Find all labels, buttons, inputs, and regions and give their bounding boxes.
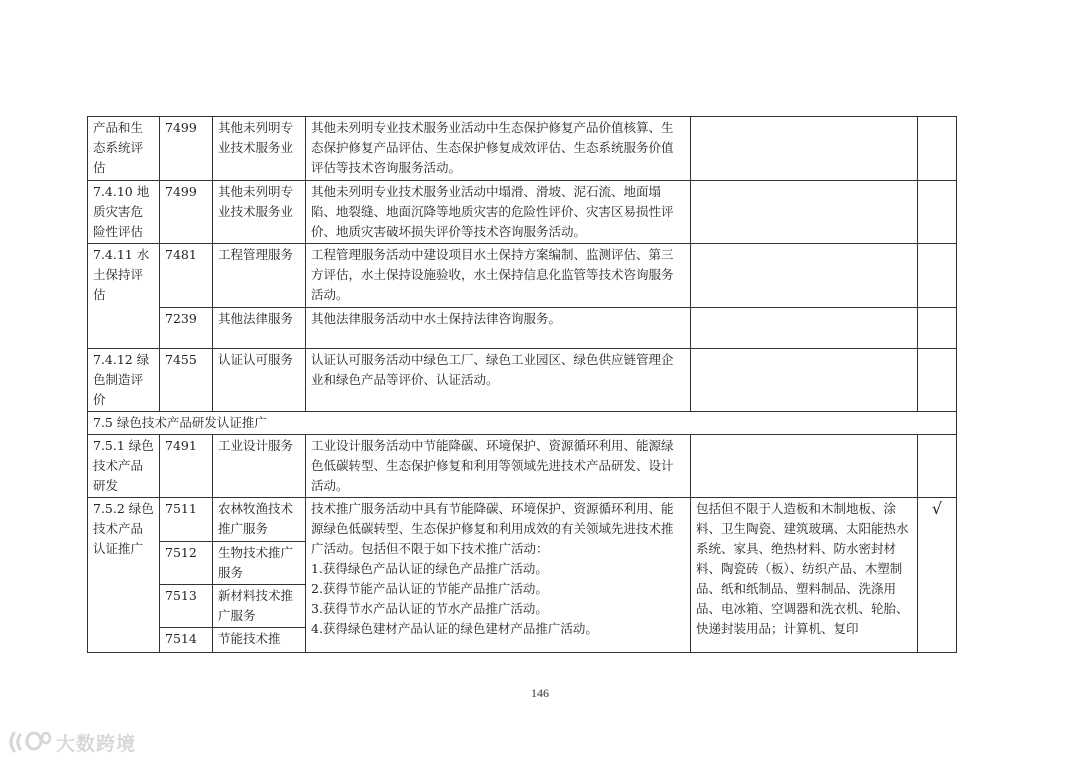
notes-cell (691, 308, 918, 349)
classification-table (87, 116, 957, 653)
description-cell (306, 498, 691, 653)
notes-cell (691, 117, 918, 181)
notes-cell (691, 181, 918, 244)
category-cell: 7.4.11 水土保持评估 (88, 244, 160, 349)
mark-cell (918, 181, 957, 244)
check-mark: √ (918, 498, 957, 653)
industry-cell: 其他未列明专业技术服务业 (213, 181, 306, 244)
mark-cell (918, 244, 957, 308)
table-row (88, 244, 957, 308)
industry-cell: 新材料技术推广服务 (213, 585, 306, 628)
industry-cell: 节能技术推 (213, 628, 306, 653)
mark-cell (918, 117, 957, 181)
mark-cell (918, 308, 957, 349)
code-cell: 7239 (160, 308, 213, 349)
watermark (8, 728, 136, 756)
industry-cell: 工程管理服务 (213, 244, 306, 308)
mark-cell (918, 435, 957, 498)
description-cell: 工程管理服务活动中建设项目水土保持方案编制、监测评估、第三方评估，水土保持设施验收，水土保持信息化监管等技术咨询服务活动。 (306, 244, 691, 308)
code-cell: 7514 (160, 628, 213, 653)
description-line: 1.获得绿色产品认证的绿色产品推广活动。 (311, 561, 548, 576)
description-cell: 认证认可服务活动中绿色工厂、绿色工业园区、绿色供应链管理企业和绿色产品等评价、认证活动。 (306, 349, 691, 412)
category-cell: 7.4.10 地质灾害危险性评估 (88, 181, 160, 244)
description-cell: 其他法律服务活动中水土保持法律咨询服务。 (306, 308, 691, 349)
notes-cell: 包括但不限于人造板和木制地板、涂料、卫生陶瓷、建筑玻璃、太阳能热水系统、家具、绝热材料、防水密封材料、陶瓷砖（板）、纺织产品、木塑制品、纸和纸制品、塑料制品、洗涤用品、电冰箱、空调器和洗衣机、轮胎、快递封装用品；计算机、复印 (691, 498, 918, 653)
industry-cell: 认证认可服务 (213, 349, 306, 412)
code-cell: 7499 (160, 117, 213, 181)
category-cell: 产品和生态系统评估 (88, 117, 160, 181)
section-title: 7.5 绿色技术产品研发认证推广 (88, 412, 957, 435)
table-row (88, 435, 957, 498)
description-cell: 工业设计服务活动中节能降碳、环境保护、资源循环利用、能源绿色低碳转型、生态保护修复和利用等领域先进技术产品研发、设计活动。 (306, 435, 691, 498)
code-cell: 7511 (160, 498, 213, 542)
code-cell: 7512 (160, 542, 213, 585)
notes-cell (691, 244, 918, 308)
code-cell: 7499 (160, 181, 213, 244)
category-cell: 7.5.2 绿色技术产品认证推广 (88, 498, 160, 653)
description-cell: 其他未列明专业技术服务业活动中生态保护修复产品价值核算、生态保护修复产品评估、生态保护修复成效评估、生态系统服务价值评估等技术咨询服务活动。 (306, 117, 691, 181)
logo-icon (8, 729, 52, 755)
section-row (88, 412, 957, 435)
code-cell: 7455 (160, 349, 213, 412)
code-cell: 7481 (160, 244, 213, 308)
description-cell: 其他未列明专业技术服务业活动中塌滑、滑坡、泥石流、地面塌陷、地裂缝、地面沉降等地质灾害的危险性评价、灾害区易损性评价、地质灾害破坏损失评价等技术咨询服务活动。 (306, 181, 691, 244)
industry-cell: 生物技术推广服务 (213, 542, 306, 585)
table-row (88, 498, 957, 542)
notes-cell (691, 435, 918, 498)
table-row (88, 181, 957, 244)
code-cell: 7491 (160, 435, 213, 498)
category-cell: 7.4.12 绿色制造评价 (88, 349, 160, 412)
description-line: 3.获得节水产品认证的节水产品推广活动。 (311, 601, 548, 616)
description-line: 技术推广服务活动中具有节能降碳、环境保护、资源循环利用、能源绿色低碳转型、生态保护修复和利用成效的有关领域先进技术推广活动。包括但不限于如下技术推广活动： (311, 501, 674, 556)
watermark-text: 大数跨境 (56, 732, 137, 755)
code-cell: 7513 (160, 585, 213, 628)
table-row (88, 117, 957, 181)
table-row (88, 308, 957, 349)
notes-cell (691, 349, 918, 412)
page-number: 146 (531, 686, 549, 700)
mark-cell (918, 349, 957, 412)
industry-cell: 其他未列明专业技术服务业 (213, 117, 306, 181)
category-cell: 7.5.1 绿色技术产品研发 (88, 435, 160, 498)
industry-cell: 其他法律服务 (213, 308, 306, 349)
industry-cell: 农林牧渔技术推广服务 (213, 498, 306, 542)
description-line: 4.获得绿色建材产品认证的绿色建材产品推广活动。 (311, 621, 598, 636)
description-line: 2.获得节能产品认证的节能产品推广活动。 (311, 581, 548, 596)
industry-cell: 工业设计服务 (213, 435, 306, 498)
table-row (88, 349, 957, 412)
